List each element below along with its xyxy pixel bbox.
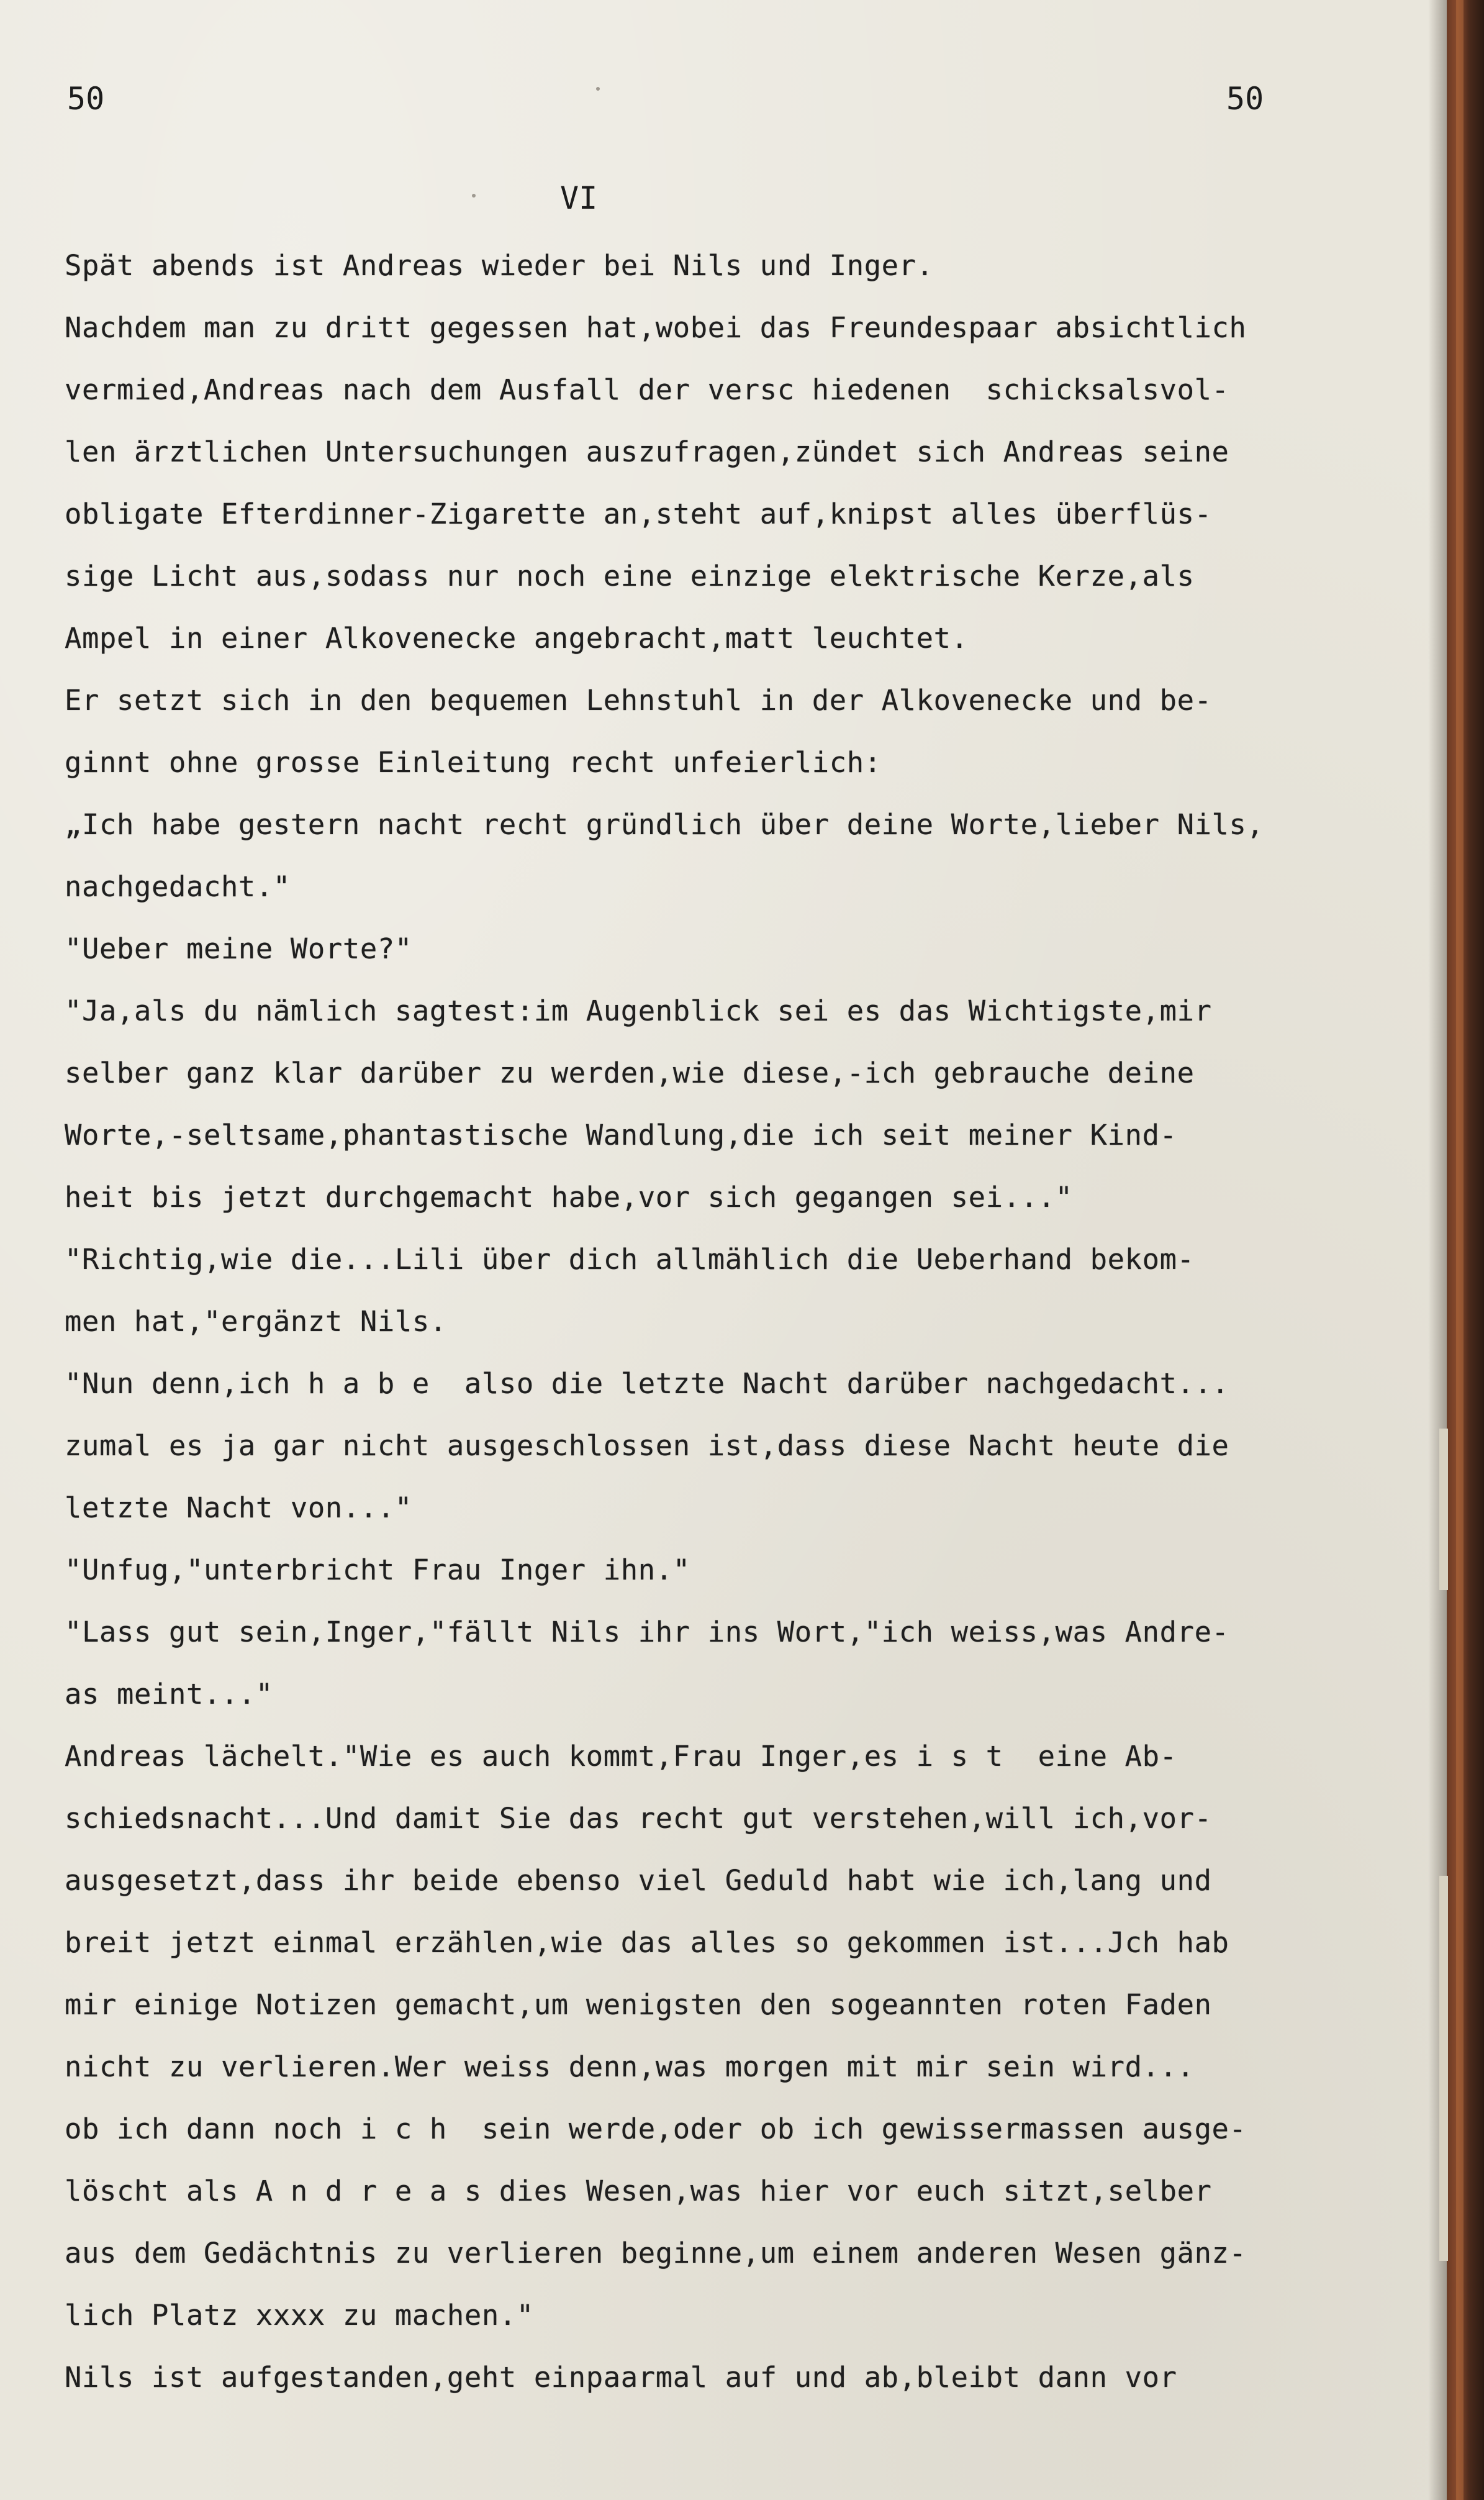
text-line: "Unfug,"unterbricht Frau Inger ihn." (65, 1553, 690, 1586)
text-line: "Ja,als du nämlich sagtest:im Augenblick sei es das Wichtigste,mir (65, 994, 1212, 1027)
text-line: "Ueber meine Worte?" (65, 932, 412, 965)
page-number-left: 50 (67, 81, 105, 117)
body-text (65, 235, 1418, 2409)
text-line: Worte,-seltsame,phantastische Wandlung,die ich seit meiner Kind- (65, 1119, 1177, 1152)
text-line: „Ich habe gestern nacht recht gründlich über deine Worte,lieber Nils, (65, 808, 1264, 841)
text-line: zumal es ja gar nicht ausgeschlossen ist,dass diese Nacht heute die (65, 1429, 1229, 1462)
text-line: ob ich dann noch i c h sein werde,oder ob ich gewissermassen ausge- (65, 2112, 1247, 2145)
text-line: obligate Efterdinner-Zigarette an,steht auf,knipst alles überflüs- (65, 498, 1212, 530)
chapter-heading: VI (560, 180, 598, 216)
text-line: heit bis jetzt durchgemacht habe,vor sich gegangen sei..." (65, 1181, 1073, 1214)
text-line: lich Platz xxxx zu machen." (65, 2299, 534, 2332)
text-line: "Richtig,wie die...Lili über dich allmählich die Ueberhand bekom- (65, 1243, 1195, 1276)
text-line: aus dem Gedächtnis zu verlieren beginne,um einem anderen Wesen gänz- (65, 2237, 1247, 2270)
text-line: mir einige Notizen gemacht,um wenigsten den sogeannten roten Faden (65, 1988, 1212, 2021)
ink-speck (596, 87, 600, 91)
text-line: schiedsnacht...Und damit Sie das recht gut verstehen,will ich,vor- (65, 1802, 1212, 1835)
text-line: sige Licht aus,sodass nur noch eine einzige elektrische Kerze,als (65, 560, 1195, 593)
torn-page-edge (1439, 1876, 1448, 2261)
torn-page-edge (1439, 1429, 1448, 1590)
text-line: ginnt ohne grosse Einleitung recht unfeierlich: (65, 746, 882, 779)
text-line: selber ganz klar darüber zu werden,wie diese,-ich gebrauche deine (65, 1057, 1195, 1089)
text-line: as meint..." (65, 1678, 273, 1711)
text-line: breit jetzt einmal erzählen,wie das alles so gekommen ist...Jch hab (65, 1926, 1229, 1959)
book-binding (1447, 0, 1484, 2500)
text-line: "Nun denn,ich h a b e also die letzte Nacht darüber nachgedacht... (65, 1367, 1229, 1400)
text-line: men hat,"ergänzt Nils. (65, 1305, 447, 1338)
text-line: ausgesetzt,dass ihr beide ebenso viel Geduld habt wie ich,lang und (65, 1864, 1212, 1897)
text-line: Andreas lächelt."Wie es auch kommt,Frau Inger,es i s t eine Ab- (65, 1740, 1177, 1773)
text-line: "Lass gut sein,Inger,"fällt Nils ihr ins Wort,"ich weiss,was Andre- (65, 1616, 1229, 1648)
text-line: letzte Nacht von..." (65, 1491, 412, 1524)
text-line: Nachdem man zu dritt gegessen hat,wobei das Freundespaar absichtlich (65, 311, 1247, 344)
page-number-right: 50 (1226, 81, 1264, 117)
text-line: vermied,Andreas nach dem Ausfall der versc hiedenen schicksalsvol- (65, 373, 1229, 406)
text-line: Nils ist aufgestanden,geht einpaarmal auf und ab,bleibt dann vor (65, 2361, 1177, 2394)
text-line: Ampel in einer Alkovenecke angebracht,matt leuchtet. (65, 622, 969, 655)
text-line: nachgedacht." (65, 870, 291, 903)
text-line: Spät abends ist Andreas wieder bei Nils und Inger. (65, 249, 934, 282)
ink-speck (472, 194, 476, 198)
binding-strip (1456, 0, 1464, 2500)
text-line: löscht als A n d r e a s dies Wesen,was hier vor euch sitzt,selber (65, 2175, 1212, 2207)
text-line: Er setzt sich in den bequemen Lehnstuhl in der Alkovenecke und be- (65, 684, 1212, 717)
text-line: len ärztlichen Untersuchungen auszufragen,zündet sich Andreas seine (65, 435, 1229, 468)
text-line: nicht zu verlieren.Wer weiss denn,was morgen mit mir sein wird... (65, 2050, 1195, 2083)
